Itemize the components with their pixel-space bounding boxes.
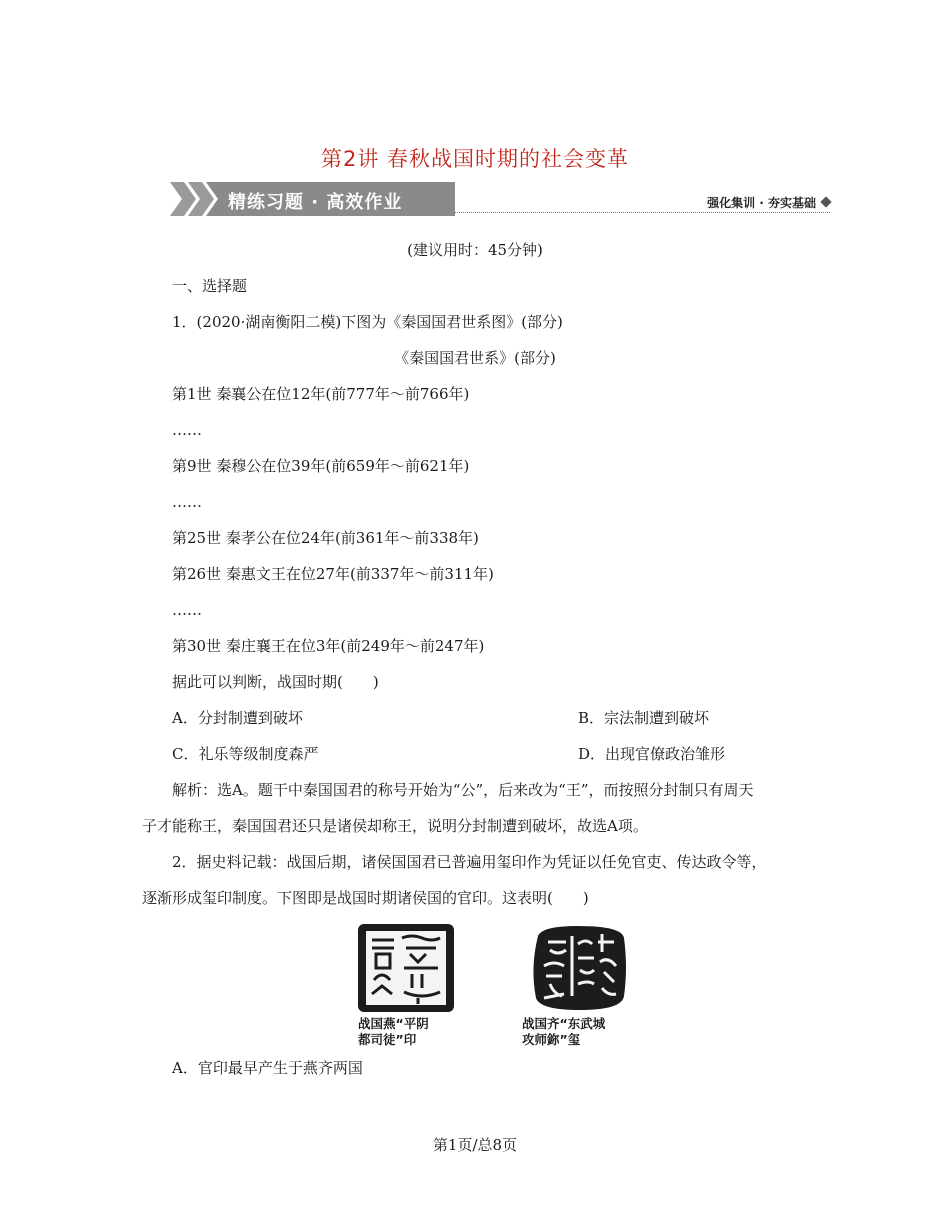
q2-option-a: A．官印最早产生于燕齐两国 [172, 1059, 363, 1077]
qi-seal-image [530, 922, 630, 1014]
page-title: 第2讲 春秋战国时期的社会变革 [320, 147, 630, 171]
page-footer: 第1页/总8页 [432, 1136, 518, 1154]
lineage-row: 第26世 秦惠文王在位27年(前337年～前311年) [172, 565, 494, 583]
yan-seal-caption [358, 1016, 429, 1048]
option-c: C．礼乐等级制度森严 [172, 745, 319, 763]
question-1-ask: 据此可以判断，战国时期( ) [172, 673, 379, 691]
lineage-row: 第30世 秦庄襄王在位3年(前249年～前247年) [172, 637, 485, 655]
section-banner [170, 182, 830, 218]
option-d: D．出现官僚政治雏形 [578, 745, 726, 763]
analysis-text: 解析：选A。题干中秦国国君的称号开始为“公”，后来改为“王”，而按照分封制只有周天 [172, 781, 754, 799]
analysis-text-cont: 子才能称王，秦国国君还只是诸侯却称王，说明分封制遭到破坏，故选A项。 [142, 817, 648, 835]
caption-line: 攻师鉨”玺 [522, 1032, 581, 1047]
caption-line: 战国燕“平阴 [358, 1016, 429, 1031]
yan-seal-image [356, 922, 456, 1014]
lineage-ellipsis: …… [172, 421, 202, 439]
banner-left-label: 精练习题 · 高效作业 [228, 192, 403, 213]
lineage-row: 第9世 秦穆公在位39年(前659年～前621年) [172, 457, 470, 475]
caption-line: 战国齐“东武城 [522, 1016, 606, 1031]
question-2-stem: 2．据史料记载：战国后期，诸侯国国君已普遍用玺印作为凭证以任免官吏、传达政令等， [172, 853, 767, 871]
qi-seal-caption [522, 1016, 605, 1048]
option-b: B．宗法制遭到破坏 [578, 709, 710, 727]
lineage-row: 第25世 秦孝公在位24年(前361年～前338年) [172, 529, 479, 547]
question-2-stem-cont: 逐渐形成玺印制度。下图即是战国时期诸侯国的官印。这表明( ) [142, 889, 589, 907]
lineage-ellipsis: …… [172, 493, 202, 511]
caption-line: 都司徒”印 [358, 1032, 417, 1047]
banner-divider [455, 212, 830, 213]
section-heading: 一、选择题 [172, 277, 248, 295]
option-a: A．分封制遭到破坏 [172, 709, 303, 727]
question-1-stem: 1．(2020·湖南衡阳二模)下图为《秦国国君世系图》(部分) [172, 313, 563, 331]
lineage-ellipsis: …… [172, 601, 202, 619]
diamond-icon [820, 196, 831, 207]
banner-right-label: 强化集训 · 夯实基础 [707, 196, 816, 210]
lineage-row: 第1世 秦襄公在位12年(前777年～前766年) [172, 385, 470, 403]
time-hint: (建议用时：45分钟) [407, 241, 543, 259]
table-title: 《秦国国君世系》(部分) [394, 349, 556, 367]
